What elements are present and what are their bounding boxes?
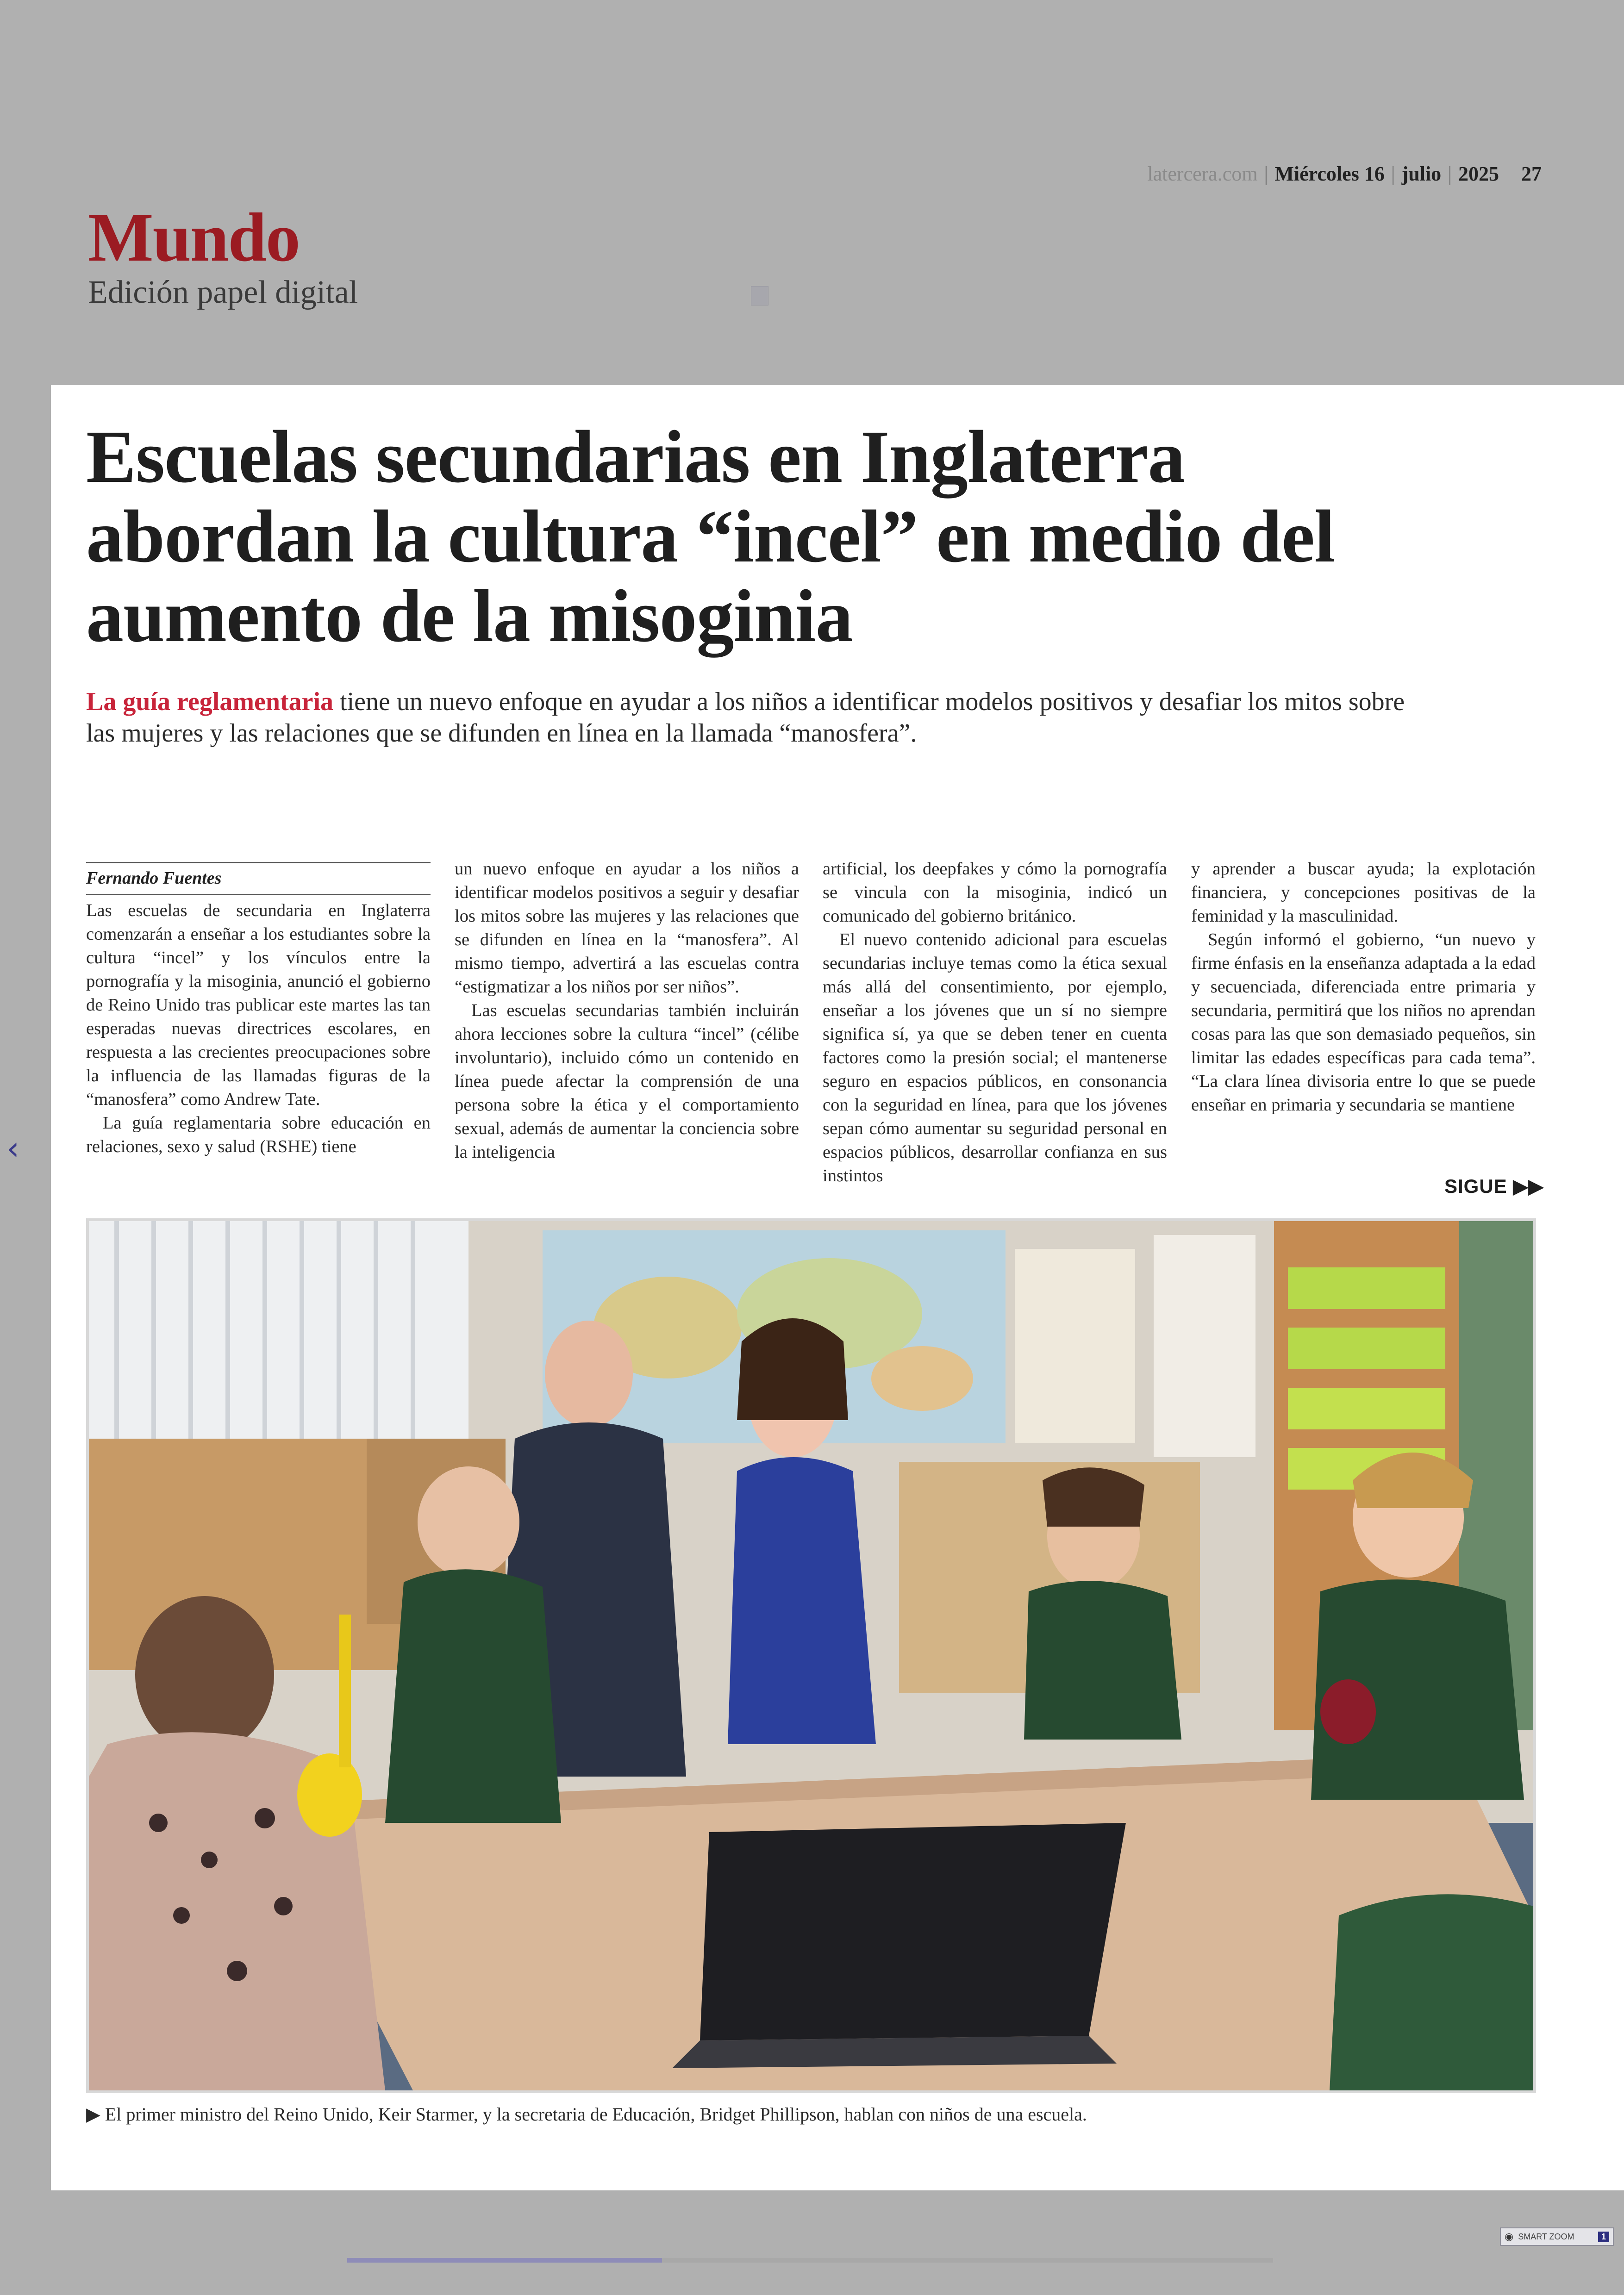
paragraph: Las escuelas secundarias también incluirán ahora lecciones sobre la cultura “incel” (célibe involuntario), incluido cómo un contenido en línea puede afectar la comprensión de una persona sobre la ética y el comportamiento sexual, además de aumentar la conciencia sobre la inteligencia xyxy=(455,1001,799,1162)
paragraph: un nuevo enfoque en ayudar a los niños a identificar modelos positivos a seguir y desafiar los mitos sobre las mujeres y las relaciones que se difunden en línea en la “manosfera”. Al mismo tiempo, advertirá a las escuelas contra “estigmatizar a los niños por ser niños”. xyxy=(455,859,799,997)
site-name[interactable]: latercera.com xyxy=(1147,162,1258,185)
edition-label: Edición papel digital xyxy=(88,274,358,310)
article-column-4 xyxy=(1191,857,1536,1117)
paragraph: Según informó el gobierno, “un nuevo y firme énfasis en la enseñanza adaptada a la edad y secuenciada, diferenciada entre primaria y secundaria, permitirá que los niños no aprendan cosas para las que son demasiado pequeños, sin limitar las edades específicas para cada tema”. “La clara línea divisoria entre lo que se puede enseñar en primaria y secundaria se mantiene xyxy=(1191,930,1536,1115)
dek-lead: La guía reglamentaria xyxy=(86,687,334,716)
photo-caption xyxy=(86,2103,1087,2125)
newspaper-page xyxy=(51,385,1624,2190)
bookmark-icon[interactable] xyxy=(751,286,768,306)
continue-label: SIGUE ▶▶ xyxy=(1444,1175,1544,1197)
paragraph: El nuevo contenido adicional para escuelas secundarias incluye temas como la ética sexual más allá del consentimiento, por ejemplo, enseñar a los jóvenes que un sí no siempre significa sí, ya que se deben tener en cuenta factores como la presión social; el mantenerse seguro en espacios públicos, en consonancia con la seguridad en línea, para que los jóvenes sepan cómo aumentar su seguridad personal en espacios públicos, desarrollar confianza en sus instintos xyxy=(823,930,1167,1185)
article-column-3 xyxy=(823,857,1167,1188)
article-headline: Escuelas secundarias en Inglaterra abordan la cultura “incel” en medio del aumento de la misoginia xyxy=(86,416,1335,658)
section-title: Mundo xyxy=(88,199,300,276)
article-dek xyxy=(86,686,1429,749)
date-day: Miércoles 16 xyxy=(1274,162,1385,185)
page-header-info: latercera.com | Miércoles 16 | julio | 2025 27 xyxy=(1147,162,1542,185)
classroom-photo-illustration xyxy=(89,1221,1533,2090)
smart-zoom-button[interactable] xyxy=(1500,2227,1614,2246)
paragraph: La guía reglamentaria sobre educación en relaciones, sexo y salud (RSHE) tiene xyxy=(86,1113,431,1156)
paragraph: Las escuelas de secundaria en Inglaterra comenzarán a enseñar a los estudiantes sobre la cultura “incel” y los vínculos entre la pornografía y la misoginia, anunció el gobierno de Reino Unido tras publicar este martes las tan esperadas nuevas directrices escolares, en respuesta a las crecientes preocupaciones sobre la influencia de las llamadas figuras de la “manosfera” como Andrew Tate. xyxy=(86,901,431,1109)
dek-rest: tiene un nuevo enfoque en ayudar a los niños a identificar modelos positivos y desafiar los mitos sobre las mujeres y las relaciones que se difunden en línea en la llamada “manosfera”. xyxy=(86,687,1405,748)
page-progress-bar[interactable] xyxy=(347,2258,1273,2263)
date-month: julio xyxy=(1401,162,1442,185)
chevron-left-icon[interactable]: ‹ xyxy=(6,1129,19,1167)
eye-icon: ◉ xyxy=(1505,2231,1514,2242)
article-photo xyxy=(86,1218,1536,2093)
byline: Fernando Fuentes xyxy=(86,862,431,895)
paragraph: artificial, los deepfakes y cómo la pornografía se vincula con la misoginia, indicó un comunicado del gobierno británico. xyxy=(823,859,1167,926)
caption-text: El primer ministro del Reino Unido, Keir Starmer, y la secretaria de Educación, Bridget Phillipson, hablan con niños de una escuela. xyxy=(105,2104,1087,2125)
smart-zoom-badge: 1 xyxy=(1598,2232,1609,2242)
article-column-2 xyxy=(455,857,799,1164)
page-number: 27 xyxy=(1521,162,1542,185)
date-year: 2025 xyxy=(1458,162,1499,185)
caption-marker-icon: ▶ xyxy=(86,2104,100,2125)
smart-zoom-label: SMART ZOOM xyxy=(1518,2232,1574,2241)
page-progress-fill xyxy=(347,2258,662,2263)
article-column-1 xyxy=(86,899,431,1159)
paragraph: y aprender a buscar ayuda; la explotación financiera, y concepciones positivas de la feminidad y la masculinidad. xyxy=(1191,859,1536,926)
